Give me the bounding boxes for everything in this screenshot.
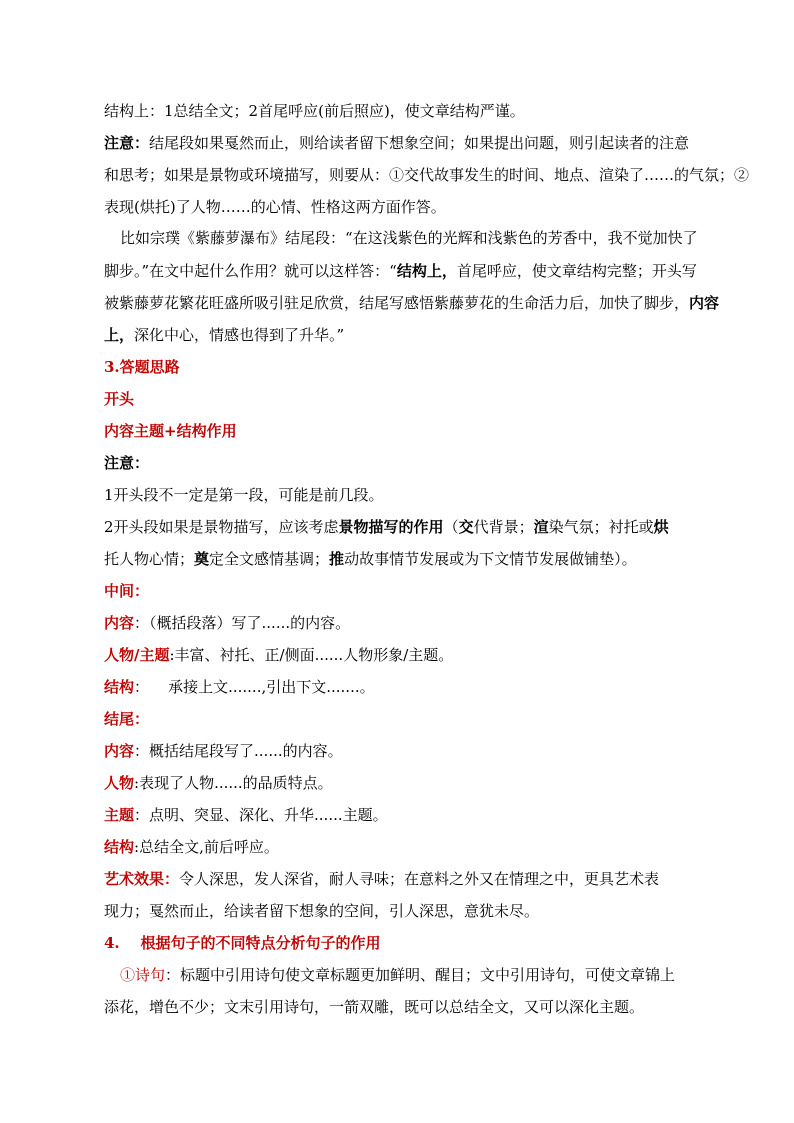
end-content-text: ：概括结尾段写了......的内容。 xyxy=(134,742,343,760)
poem-text1: ：标题中引用诗句使文章标题更加鲜明、醒目；文中引用诗句，可使文章锦上 xyxy=(165,966,676,984)
example-line4-a: 上， xyxy=(104,326,135,344)
end-person-label: 人物 xyxy=(104,774,135,792)
middle-person-text: :丰富、衬托、正/侧面......人物形象/主题。 xyxy=(169,646,454,664)
item2-e: 代背景； xyxy=(473,518,534,536)
example-line4 xyxy=(104,320,344,351)
example-line2-c: 首尾呼应，使文章结构完整；开头写 xyxy=(456,262,697,280)
end-structure-label: 结构 xyxy=(104,838,135,856)
item2-line2-c: 定全文感情基调； xyxy=(209,550,330,568)
example-line2-a: 脚步。”在文中起什么作用？就可以这样答：“ xyxy=(104,262,397,280)
section3-note-label: 注意： xyxy=(104,454,150,472)
end-theme-line xyxy=(104,800,388,831)
example-line3-a: 被紫藤萝花繁花旺盛所吸引驻足欣赏，结尾写感悟紫藤萝花的生命活力后，加快了脚步， xyxy=(104,294,690,312)
example-line3 xyxy=(104,288,719,319)
section3-opening: 开头 xyxy=(104,390,135,408)
example-line2 xyxy=(104,256,697,287)
item2-line2-e: 动故事情节发展或为下文情节发展做铺垫）。 xyxy=(344,550,637,568)
section4-title: 4. 根据句子的不同特点分析句子的作用 xyxy=(104,934,381,952)
section3-item2-line1 xyxy=(104,512,669,543)
middle-content-line xyxy=(104,608,350,639)
section3-item2-line2 xyxy=(104,544,637,575)
art-text1: 令人深思，发人深省，耐人寻味；在意料之外又在情理之中，更具艺术表 xyxy=(179,870,660,888)
art-label: 艺术效果： xyxy=(104,870,180,888)
item2-c: （ xyxy=(443,518,459,536)
middle-structure-text: ： 承接上文.......,引出下文.......。 xyxy=(134,678,375,696)
middle-person-label: 人物/主题 xyxy=(104,646,170,664)
middle-structure-label: 结构 xyxy=(104,678,135,696)
end-person-text: :表现了人物......的品质特点。 xyxy=(134,774,333,792)
poem-line2: 添花，增色不少；文末引用诗句，一箭双雕，既可以总结全文，又可以深化主题。 xyxy=(104,998,645,1016)
note1-line3: 表现(烘托)了人物……的心情、性格这两方面作答。 xyxy=(104,198,446,216)
end-theme-text: ：点明、突显、深化、升华......主题。 xyxy=(134,806,388,824)
art-line1 xyxy=(104,864,659,895)
section3-title: 3.答题思路 xyxy=(104,358,180,376)
section3-middle: 中间： xyxy=(104,582,150,600)
note1-text1: 结尾段如果戛然而止，则给读者留下想象空间；如果提出问题，则引起读者的注意 xyxy=(149,134,690,152)
item2-line2-d: 推 xyxy=(329,550,345,568)
end-content-line xyxy=(104,736,343,767)
middle-structure-line xyxy=(104,672,375,703)
middle-content-text: ：（概括段落）写了......的内容。 xyxy=(134,614,351,632)
end-content-label: 内容 xyxy=(104,742,135,760)
structure-summary-line: 结构上：1总结全文；2首尾呼应(前后照应)，使文章结构严谨。 xyxy=(104,102,525,120)
item2-f: 渲 xyxy=(533,518,549,536)
end-structure-line xyxy=(104,832,279,863)
note1-line1 xyxy=(104,128,689,159)
item2-line2-b: 奠 xyxy=(194,550,210,568)
poem-line1 xyxy=(120,960,675,991)
item2-bold-scenery: 景物描写的作用 xyxy=(338,518,444,536)
example-content-bold: 内容 xyxy=(689,294,720,312)
end-theme-label: 主题 xyxy=(104,806,135,824)
example-line1: 比如宗璞《紫藤萝瀑布》结尾段：“在这浅紫色的光辉和浅紫色的芳香中，我不觉加快了 xyxy=(120,229,698,247)
middle-content-label: 内容 xyxy=(104,614,135,632)
middle-person-line xyxy=(104,640,453,671)
note-label: 注意： xyxy=(104,134,150,152)
art-line2: 现力；戛然而止，给读者留下想象的空间，引人深思，意犹未尽。 xyxy=(104,902,540,920)
end-structure-text: :总结全文,前后呼应。 xyxy=(134,838,279,856)
section3-content-theme: 内容主题+结构作用 xyxy=(104,422,237,440)
section3-ending: 结尾： xyxy=(104,710,150,728)
item2-h: 烘 xyxy=(653,518,669,536)
poem-label: ①诗句 xyxy=(120,966,166,984)
example-structure-bold: 结构上， xyxy=(396,262,457,280)
note1-line2: 和思考；如果是景物或环境描写，则要从：①交代故事发生的时间、地点、渲染了……的气氛；② xyxy=(104,166,750,184)
example-line4-b: 深化中心，情感也得到了升华。” xyxy=(134,326,345,344)
item2-a: 2开头段如果是景物描写，应该考虑 xyxy=(104,518,339,536)
section3-item1: 1开头段不一定是第一段，可能是前几段。 xyxy=(104,486,384,504)
item2-g: 染气氛；衬托或 xyxy=(548,518,654,536)
end-person-line xyxy=(104,768,333,799)
item2-d: 交 xyxy=(458,518,474,536)
item2-line2-a: 托人物心情； xyxy=(104,550,195,568)
